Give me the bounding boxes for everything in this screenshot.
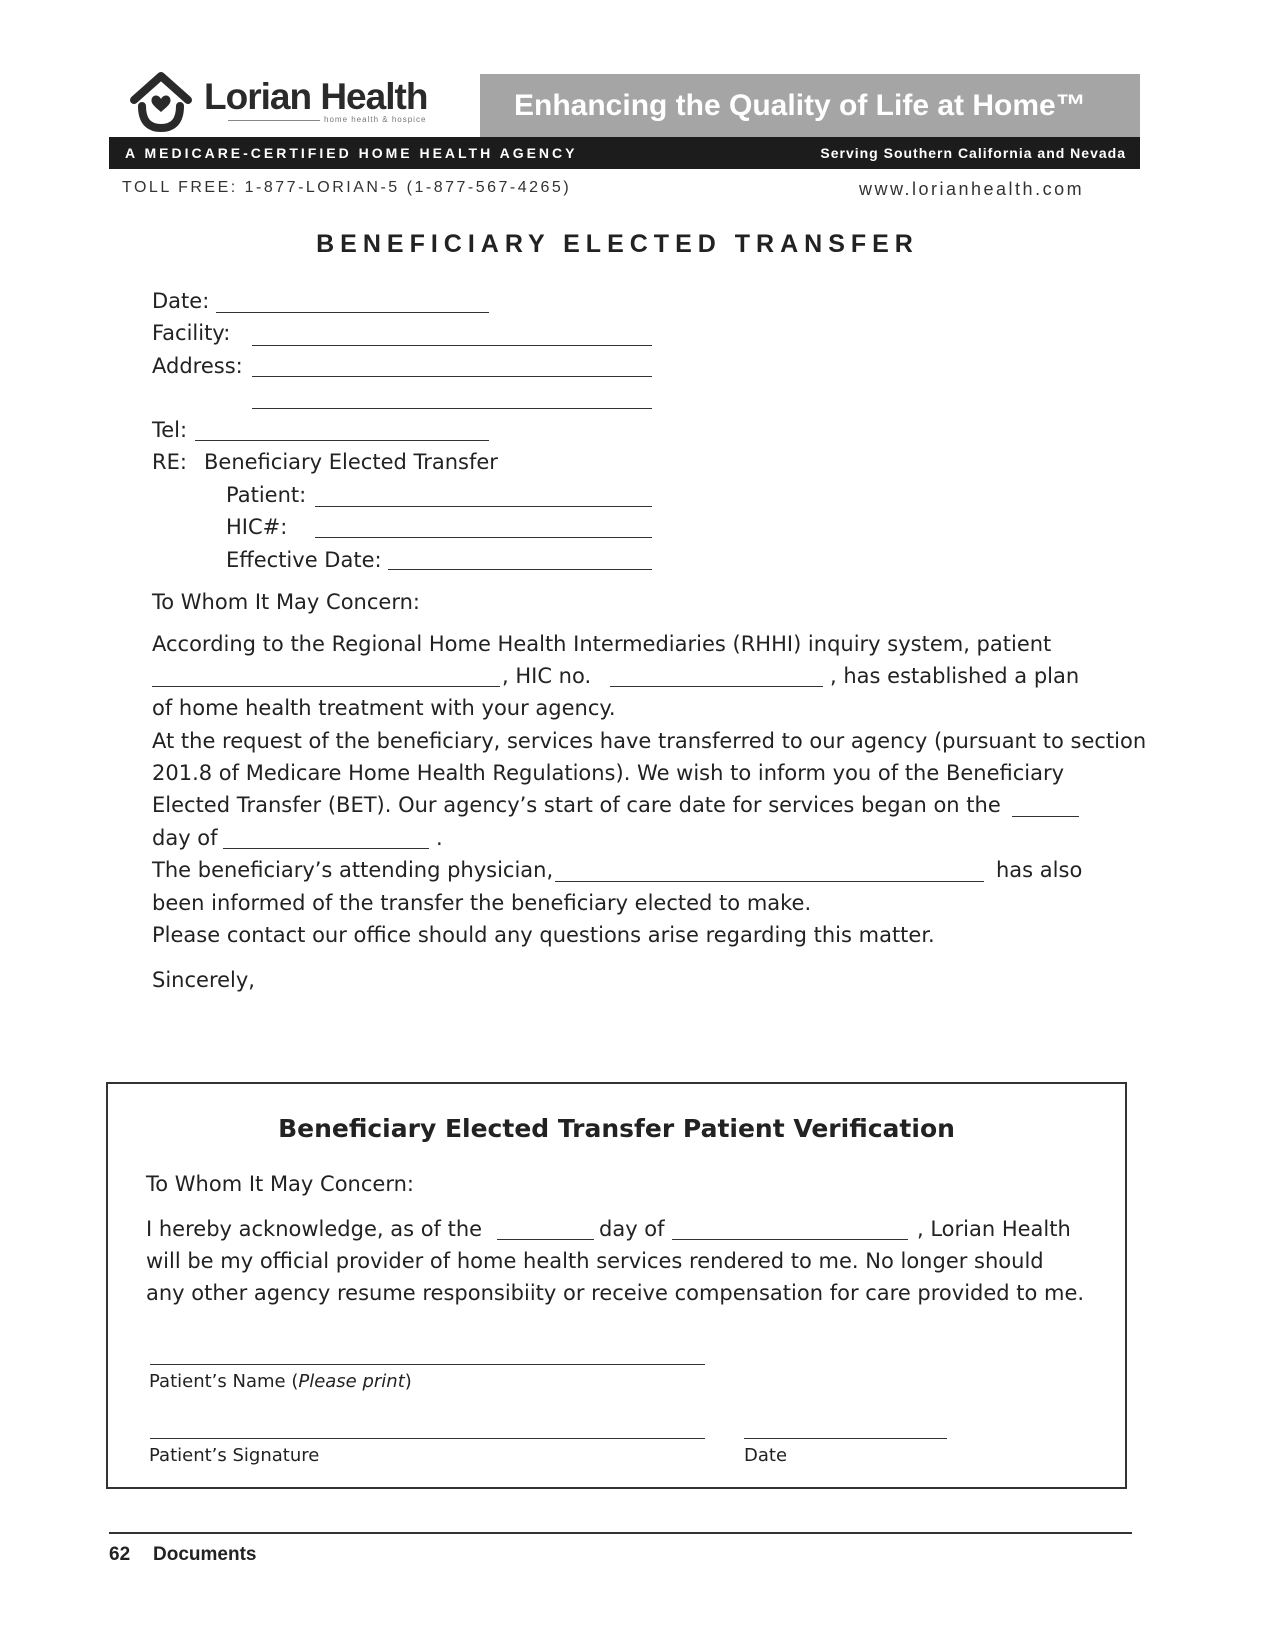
brand-name: Lorian Health xyxy=(204,76,428,117)
website-link[interactable]: www.lorianhealth.com xyxy=(859,179,1085,199)
body-line: Please contact our office should any questions arise regarding this matter. xyxy=(152,923,935,947)
verification-text-a: I hereby acknowledge, as of the xyxy=(146,1217,483,1241)
address-label: Address: xyxy=(152,354,243,378)
address-field-1[interactable] xyxy=(252,376,652,377)
facility-label: Facility: xyxy=(152,321,231,345)
body-line: been informed of the transfer the beneficiary elected to make. xyxy=(152,891,812,915)
physician-blank[interactable] xyxy=(555,881,984,882)
certification-bar xyxy=(109,137,1140,169)
verification-line: any other agency resume responsibiity or receive compensation for care provided to me. xyxy=(146,1281,1085,1305)
salutation: To Whom It May Concern: xyxy=(152,590,420,614)
effective-date-field[interactable] xyxy=(388,569,652,570)
body-line: Elected Transfer (BET). Our agency’s start of care date for services began on the xyxy=(152,793,1001,817)
acknowledge-month-blank[interactable] xyxy=(672,1239,908,1240)
hic-number-blank[interactable] xyxy=(610,686,823,687)
body-period: . xyxy=(436,826,443,850)
verification-line: will be my official provider of home health services rendered to me. No longer should xyxy=(146,1249,1044,1273)
hic-field[interactable] xyxy=(315,537,652,538)
verification-title: Beneficiary Elected Transfer Patient Verification xyxy=(278,1114,955,1143)
date-label: Date: xyxy=(152,289,210,313)
body-line: At the request of the beneficiary, services have transferred to our agency (pursuant to section xyxy=(152,729,1147,753)
re-value: Beneficiary Elected Transfer xyxy=(204,450,498,474)
section-name: Documents xyxy=(153,1544,257,1565)
logo xyxy=(128,70,448,134)
patient-name-blank[interactable] xyxy=(152,686,500,687)
patient-label: Patient: xyxy=(226,483,307,507)
footer-rule xyxy=(109,1532,1132,1534)
patient-name-label-close: ) xyxy=(404,1371,412,1392)
verification-salutation: To Whom It May Concern: xyxy=(146,1172,414,1196)
body-physician-text: The beneficiary’s attending physician, xyxy=(152,858,554,882)
tel-field[interactable] xyxy=(195,440,489,441)
effective-date-label: Effective Date: xyxy=(226,548,382,572)
body-line: 201.8 of Medicare Home Health Regulations). We wish to inform you of the Beneficiary xyxy=(152,761,1065,785)
date-field[interactable] xyxy=(216,312,489,313)
house-heart-icon xyxy=(128,70,194,134)
start-day-blank[interactable] xyxy=(1012,816,1079,817)
verification-text-c: , Lorian Health xyxy=(917,1217,1071,1241)
body-dayof-text: day of xyxy=(152,826,218,850)
brand-subtitle: home health & hospice xyxy=(324,115,427,124)
body-line: According to the Regional Home Health Intermediaries (RHHI) inquiry system, patient xyxy=(152,632,1052,656)
brand-rule xyxy=(228,120,320,121)
address-field-2[interactable] xyxy=(252,408,652,409)
body-line: of home health treatment with your agency. xyxy=(152,696,616,720)
patient-signature-field[interactable] xyxy=(150,1438,705,1439)
patient-signature-label: Patient’s Signature xyxy=(149,1445,320,1466)
patient-name-label xyxy=(149,1371,412,1392)
tagline-bar xyxy=(480,74,1140,137)
certified-text: A MEDICARE-CERTIFIED HOME HEALTH AGENCY xyxy=(125,145,578,161)
body-hic-text: , HIC no. xyxy=(502,664,592,688)
serving-text: Serving Southern California and Nevada xyxy=(820,145,1126,161)
patient-name-label-text: Patient’s Name ( xyxy=(149,1371,299,1392)
acknowledge-day-blank[interactable] xyxy=(497,1239,594,1240)
signature-date-field[interactable] xyxy=(744,1438,947,1439)
tel-label: Tel: xyxy=(152,418,188,442)
body-hasalso-text: has also xyxy=(996,858,1083,882)
toll-free: TOLL FREE: 1-877-LORIAN-5 (1-877-567-4265) xyxy=(122,179,572,196)
closing: Sincerely, xyxy=(152,968,255,992)
patient-name-field[interactable] xyxy=(150,1364,705,1365)
signature-date-label: Date xyxy=(744,1445,788,1466)
tagline: Enhancing the Quality of Life at Home™ xyxy=(514,89,1086,122)
re-label: RE: xyxy=(152,450,187,474)
body-plan-text: , has established a plan xyxy=(830,664,1080,688)
patient-name-label-emphasis: Please print xyxy=(298,1371,405,1392)
page-title: BENEFICIARY ELECTED TRANSFER xyxy=(316,230,919,258)
start-month-blank[interactable] xyxy=(223,848,429,849)
hic-label: HIC#: xyxy=(226,515,288,539)
patient-field[interactable] xyxy=(315,506,652,507)
verification-text-b: day of xyxy=(599,1217,665,1241)
page-number: 62 xyxy=(109,1544,131,1565)
facility-field[interactable] xyxy=(252,345,652,346)
